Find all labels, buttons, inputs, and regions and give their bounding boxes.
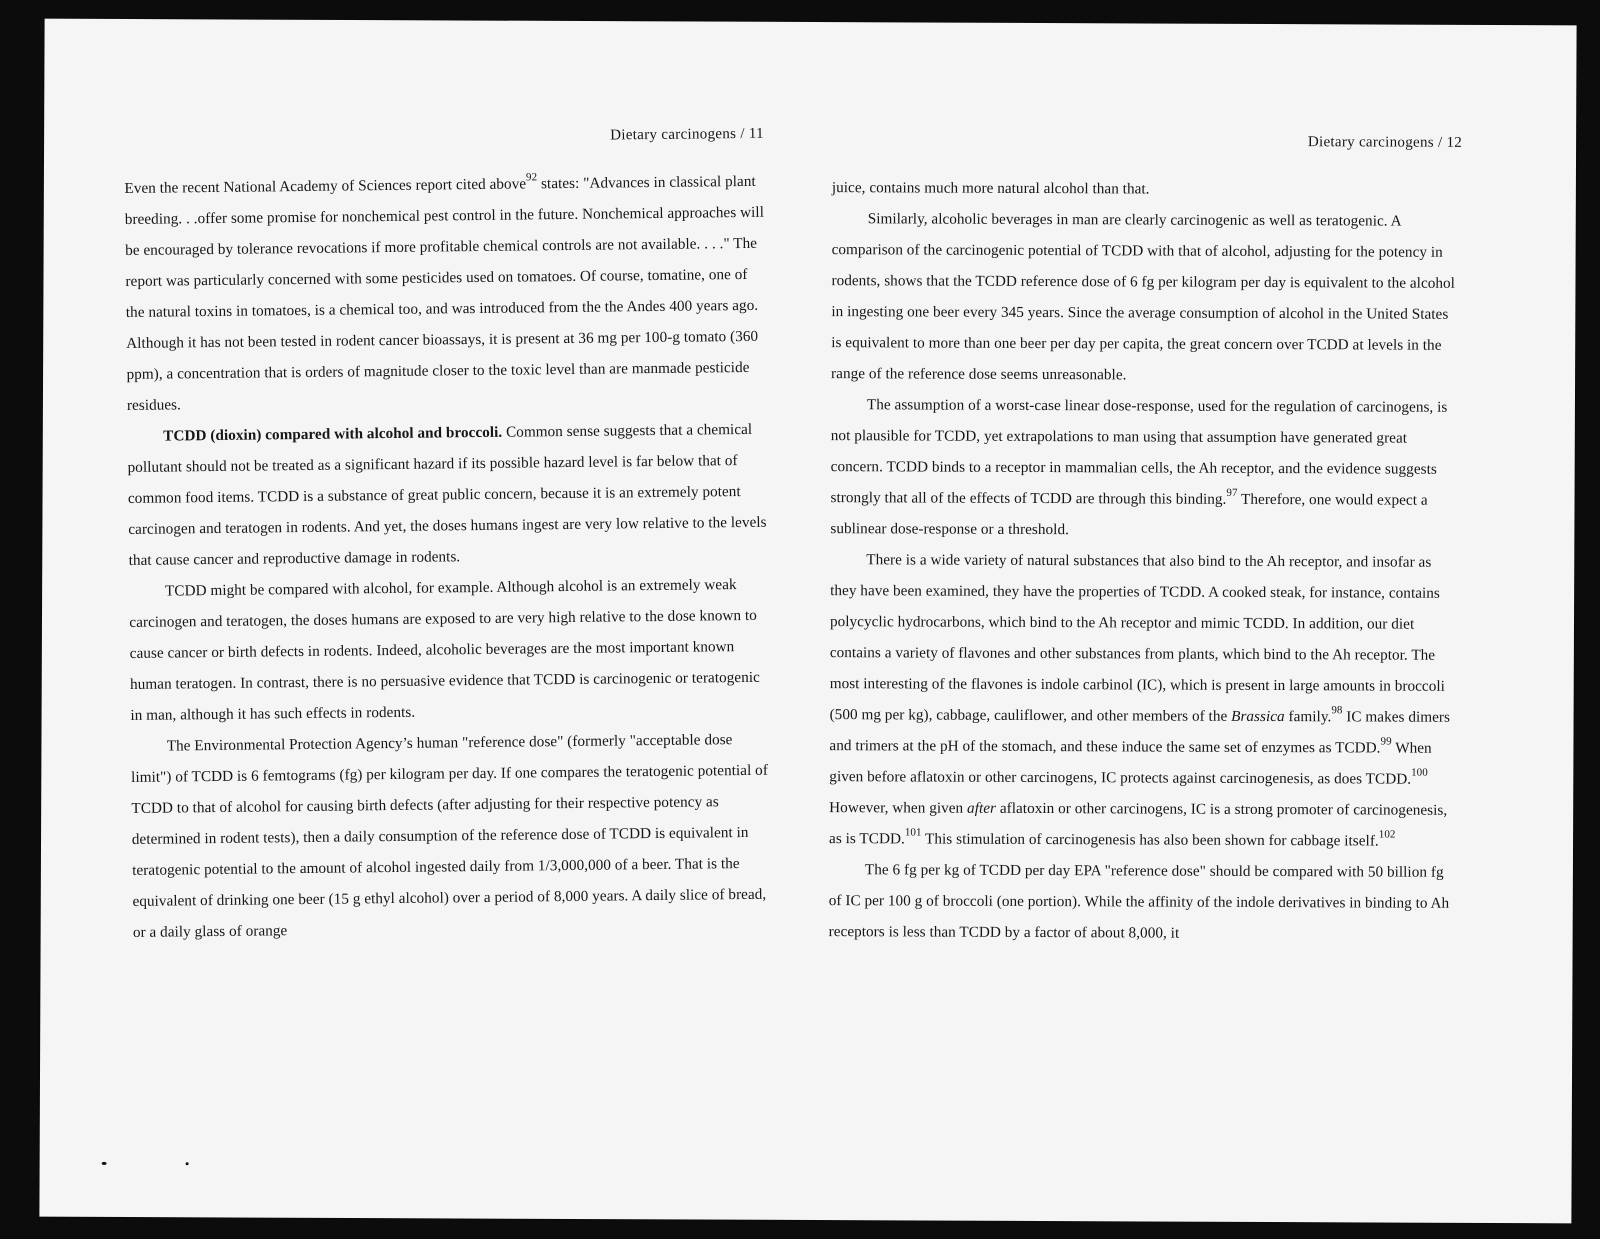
paragraph	[124, 166, 767, 421]
text-run: The assumption of a worst-case linear dose-response, used for the regulation of carcinogens, is not plausible for TCDD, yet extrapolations to man using that assumption have generated great concern. TCDD binds to a receptor in mammalian cells, the Ah receptor, and the evidence suggests strongly that all of the effects of TCDD are through this binding.	[830, 396, 1448, 508]
text-run: states: "Advances in classical plant breeding. . .offer some promise for nonchemical pest control in the future. Nonchemical approaches will be encouraged by tolerance revocations if more profitable chemical controls are not available. . . ." The report was particularly concerned with some pesticides used on tomatoes. Of course, tomatine, one of the natural toxins in tomatoes, is a chemical too, and was introduced from the the Andes 400 years ago. Although it has not been tested in rodent cancer bioassays, it is present at 36 mg per 100-g tomato (360 ppm), a concentration that is orders of magnitude closer to the toxic level than are manmade pesticide residues.	[124, 172, 765, 414]
text-run: There is a wide variety of natural substances that also bind to the Ah receptor, and insofar as they have been examined, they have the properties of TCDD. A cooked steak, for instance, contains polycyclic hydrocarbons, which bind to the Ah receptor and mimic TCDD. In addition, our diet contains a variety of flavones and other substances from plants, which bind to the Ah receptor. The most interesting of the flavones is indole carbinol (IC), which is present in large amounts in broccoli (500 mg per kg), cabbage, cauliflower, and other members of the	[829, 551, 1445, 725]
paragraph: Similarly, alcoholic beverages in man are clearly carcinogenic as well as teratogenic. A comparison of the carcinogenic potential of TCDD with that of alcohol, adjusting for the potency in rodents, shows that the TCDD reference dose of 6 fg per kilogram per day is equivalent to the alcohol in ingesting one beer every 345 years. Since the average consumption of alcohol in the United States is equivalent to more than one beer per day per capita, the great concern over TCDD at levels in the range of the reference dose seems unreasonable.	[831, 210, 1456, 384]
scan-speck	[186, 1162, 189, 1165]
page-header: Dietary carcinogens / 12	[1307, 134, 1463, 151]
text-run: aflatoxin or other carcinogens, IC is a strong promoter of carcinogenesis, as is TCDD.	[829, 799, 1448, 848]
page-header: Dietary carcinogens / 11	[610, 125, 764, 144]
text-run: Even the recent National Academy of Sciences report cited above	[124, 175, 527, 197]
document-sheet	[39, 19, 1576, 1224]
text-run: However, when given	[829, 799, 968, 817]
paragraph: TCDD might be compared with alcohol, for example. Although alcohol is an extremely weak carcinogen and teratogen, the doses humans are exposed to are very high relative to the dose known to cause cancer or birth defects in rodents. Indeed, alcoholic beverages are the most important known human teratogen. In contrast, there is no persuasive evidence that TCDD is carcinogenic or teratogenic in man, although it has such effects in rodents.	[129, 576, 760, 724]
italic-text: after	[967, 799, 997, 817]
left-page	[123, 18, 768, 941]
page-body	[124, 166, 773, 948]
section-heading: TCDD (dioxin) compared with alcohol and broccoli.	[163, 423, 503, 445]
footnote-ref: 98	[1331, 704, 1343, 717]
footnote-ref: 92	[525, 171, 538, 184]
text-run: This stimulation of carcinogenesis has also been shown for cabbage itself.	[921, 830, 1379, 850]
text-run: family.	[1284, 708, 1332, 726]
footnote-ref: 102	[1378, 828, 1396, 841]
paragraph	[829, 544, 1460, 857]
footnote-ref: 97	[1226, 486, 1238, 499]
text-run: Therefore, one would expect a sublinear dose-response or a threshold.	[830, 490, 1428, 539]
footnote-ref: 99	[1380, 735, 1392, 748]
text-run: Common sense suggests that a chemical pollutant should not be treated as a significant hazard if its possible hazard level is far below that of common food items. TCDD is a substance of great public concern, because it is an extremely potent carcinogen and teratogen in rodents. And yet, the doses humans ingest are very low relative to the levels that cause cancer and reproductive damage in rodents.	[127, 420, 767, 569]
paragraph	[127, 414, 769, 576]
footnote-ref: 100	[1411, 766, 1428, 779]
paragraph: juice, contains much more natural alcohol than that.	[831, 179, 1150, 198]
scan-speck	[102, 1162, 107, 1165]
footnote-ref: 101	[904, 826, 922, 839]
page-body	[829, 172, 1462, 950]
paragraph	[830, 389, 1461, 547]
italic-text: Brassica	[1231, 707, 1285, 726]
right-page	[828, 24, 1463, 942]
paragraph: The 6 fg per kg of TCDD per day EPA "reference dose" should be compared with 50 billion fg of IC per 100 g of broccoli (one portion). While the affinity of the indole derivatives in binding to Ah receptors is less than TCDD by a factor of about 8,000, it	[828, 861, 1450, 942]
text-run: IC makes dimers and trimers at the pH of the stomach, and these induce the same set of enzymes as TCDD.	[829, 708, 1451, 757]
paragraph: The Environmental Protection Agency’s human "reference dose" (formerly "acceptable dose limit") of TCDD is 6 femtograms (fg) per kilogram per day. If one compares the teratogenic potential of TCDD to that of alcohol for causing birth defects (after adjusting for their respective potency as determined in rodent tests), then a daily consumption of the reference dose of TCDD is equivalent in teratogenic potential to the amount of alcohol ingested daily from 1/3,000,000 of a beer. That is the equivalent of drinking one beer (15 g ethyl alcohol) over a period of 8,000 years. A daily slice of bread, or a daily glass of orange	[131, 731, 768, 941]
text-run: When given before aflatoxin or other carcinogens, IC protects against carcinogenesis, as does TCDD.	[829, 739, 1432, 788]
